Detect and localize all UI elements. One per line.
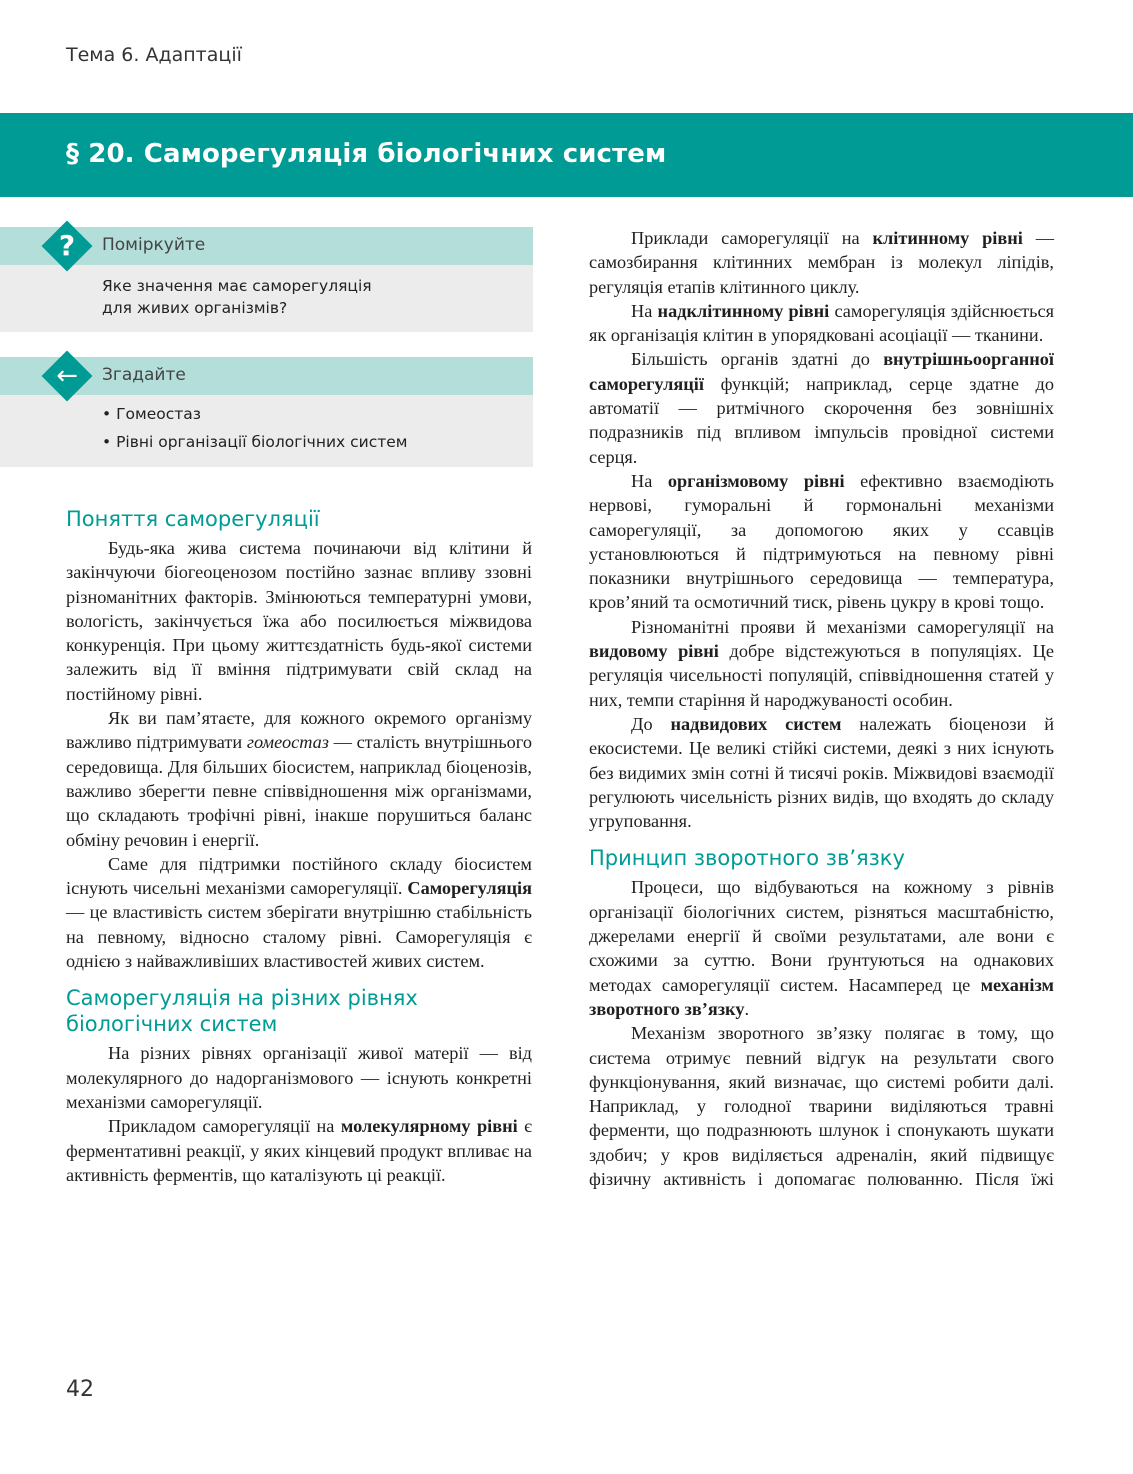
paragraph: Процеси, що відбуваються на кожному з рівнів організації біологічних систем, різняться масштабністю, джерелами енергії й своїми результатами, але вони є схожими за суттю. Вони ґрунтуються на однакових методах саморегуляції систем. Насамперед це механізм зворотного зв’язку. (589, 877, 1054, 1019)
paragraph: Прикладом саморегуляції на молекулярному рівні є ферментативні реакції, у яких кінцевий продукт впливає на активність ферментів, що каталізують ці реакції. (66, 1116, 532, 1185)
heading-levels: Саморегуляція на різних рівнях біологічних систем (66, 986, 418, 1037)
paragraph: Різноманітні прояви й механізми саморегуляції на видовому рівні добре відстежуються в популяціях. Це регуляція чисельності популяцій, співвідношення статей у них, темпи старіння й народжуваності особин. (589, 616, 1054, 710)
heading-feedback-principle: Принцип зворотного зв’язку (589, 846, 905, 871)
think-box-header (0, 227, 533, 265)
term-homeostasis: гомеостаз (246, 732, 329, 753)
arrow-left-icon: ← (56, 361, 78, 391)
paragraph: Приклади саморегуляції на клітинному рівні — самозбирання клітинних мембран із молекул ліпідів, регуляція етапів клітинного циклу. (589, 228, 1054, 297)
paragraph: Як ви пам’ятаєте, для кожного окремого організму важливо підтримувати гомеостаз — сталість внутрішнього середовища. Для більших біосистем, наприклад біоценозів, важливо зберегти певне співвідношення між організмами, що складають трофічні рівні, інакше порушиться баланс обміну речовин і енергії. (66, 708, 532, 850)
term-species-level: видовому рівні (589, 641, 719, 662)
paragraph: На організмовому рівні ефективно взаємодіють нервові, гуморальні й гормональні механізми саморегуляції, за допомогою яких у ссавців установлюються й підтримуються на певному рівні показники внутрішнього середовища — температура, кров’яний та осмотичний тиск, рівень цукру в крові тощо. (589, 470, 1055, 613)
think-question-line: для живих організмів? (102, 299, 288, 317)
paragraph: Будь-яка жива система починаючи від клітини й закінчуючи біогеоценозом постійно зазнає впливу ззовні різноманітних факторів. Змінюються температурні умови, вологість, закінчується їжа або посилюється міжвидова конкуренція. При цьому життєздатність будь-якої системи залежить від її вміння підтримувати свій склад на постійному рівні. (66, 538, 532, 704)
term-supraspecies: надвидових систем (670, 713, 842, 734)
recall-box-header (0, 357, 533, 395)
think-box-question (102, 275, 372, 319)
running-header-topic: Тема 6. Адаптації (66, 44, 242, 66)
recall-item: • Гомеостаз (102, 405, 202, 423)
recall-item: • Рівні організації біологічних систем (102, 433, 408, 451)
term-self-regulation: Саморегуляція (407, 878, 532, 899)
paragraph: До надвидових систем належать біоценози й екосистеми. Це великі стійкі системи, деякі з них існують без видимих змін сотні й тисячі років. Міжвидові взаємодії регулюють чисельність різних видів, що входять до складу угруповання. (589, 713, 1054, 832)
recall-box-label: Згадайте (102, 365, 186, 385)
term-cellular-level: клітинному рівні (872, 228, 1023, 248)
think-question-line: Яке значення має саморегуляція (102, 277, 372, 295)
think-box-label: Поміркуйте (102, 235, 206, 255)
recall-box (0, 357, 533, 467)
term-organism-level: організмовому рівні (667, 470, 845, 491)
paragraph: Саме для підтримки постійного складу біосистем існують чисельні механізми саморегуляції. Саморегуляція — це властивість систем зберігати внутрішню стабільність на певному, відносно сталому рівні. Саморегуляція є однією з найважливіших властивостей живих систем. (66, 853, 532, 972)
term-molecular-level: молекулярному рівні (340, 1116, 518, 1137)
term-intraorgan: внутрішньоорганної саморегуляції (589, 349, 1054, 394)
paragraph: Механізм зворотного зв’язку полягає в тому, що система отримує певний відгук на результати свого функціонування, який визначає, що системі робити далі. Наприклад, у голодної тварини виділяються травні ферменти, що подразнюють шлунок і спонукають шукати здобич; у кров виділяється адреналін, який підвищує фізичну активність і допомагає полюванню. Після їжі (589, 1023, 1054, 1189)
recall-list (102, 403, 408, 459)
term-feedback-mechanism: механізм зворотного зв’язку (589, 974, 1054, 1019)
term-supracellular-level: надклітинному рівні (657, 300, 830, 321)
section-banner (0, 113, 1133, 197)
think-box (0, 227, 533, 332)
right-column (589, 226, 1054, 1191)
paragraph: На надклітинному рівні саморегуляція здійснюється як організація клітин в упорядковані асоціації — тканини. (589, 300, 1055, 346)
page-number: 42 (66, 1377, 94, 1402)
section-title: § 20. Саморегуляція біологічних систем (66, 139, 667, 169)
question-icon: ? (58, 229, 76, 262)
heading-self-regulation-concept: Поняття саморегуляції (66, 507, 320, 531)
paragraph: На різних рівнях організації живої матерії — від молекулярного до надорганізмового — існують конкретні механізми саморегуляції. (66, 1043, 532, 1112)
paragraph: Більшість органів здатні до внутрішньоорганної саморегуляції функцій; наприклад, серце здатне до автоматії — ритмічного скорочення без зовнішніх подразників під впливом імпульсів провідної системи серця. (589, 349, 1054, 467)
left-column (66, 506, 532, 1187)
